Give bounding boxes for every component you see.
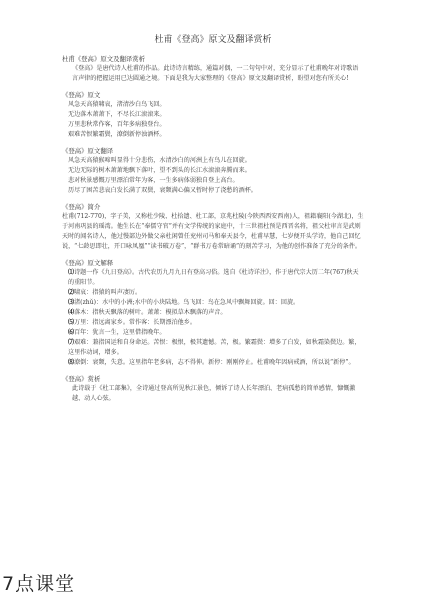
poem-line: 风急天高猿啸哀，渚清沙白鸟飞回。 xyxy=(68,101,166,108)
translation-line: 风急天高猿猴啼叫显得十分悲伤，水清沙白的河洲上有鸟儿在回旋。 xyxy=(68,157,251,164)
poem-line: 无边落木萧萧下，不尽长江滚滚来。 xyxy=(68,111,166,118)
appreciation-heading: 《登高》赏析 xyxy=(62,375,101,383)
intro-heading: 杜甫《登高》原文及翻译赏析 xyxy=(62,55,146,63)
author-paragraph: 杜甫(712-770)，字子美，又称杜少陵、杜拾遗、杜工部，京兆杜陵(今陕西西安西南)人，祖籍襄阳(今湖北)，生于河南巩县的瑶湾。他生长在“奉儒守官”并有文学传统的家庭中，十三世祖杜预是西晋名将，祖父杜审言是武则天时的闻名诗人，他过慢部边外做父亲杜闲曾任兖州司马和奉天县令，杜甫早慧，七岁便开头学诗，他自己回忆说，“七龄思即壮，开口咏凤凰”“读书破万卷”，“群书万卷常暗诵”的刻苦学习，为他的创作准备了充分的条件。 xyxy=(62,213,364,250)
note-number: ⑸ xyxy=(68,319,75,326)
intro-paragraph: 《登高》是唐代诗人杜甫的作品。此诗诗言精练，通篇对偶，一二句句中对，充分显示了杜甫晚年对诗歌语言声律的把握运用已达圆通之境。下面是我为大家整理的《登高》原文及翻译赏析，盼望对您有所关心! xyxy=(72,65,359,82)
note-text: 潦倒：衰颓，失意。这里指年老多病，志不得伸。新停：刚刚停止。杜甫晚年因病戒酒，所以说“新停”。 xyxy=(74,359,355,366)
translation-heading: 《登高》原文翻译 xyxy=(62,147,114,155)
document-title: 杜甫《登高》原文及翻译赏析 xyxy=(154,35,272,45)
translation-line: 历尽了困苦悲哀白发长满了双鬓，衰颓满心偏又暂时停了浇愁的酒杯。 xyxy=(68,187,257,194)
original-heading: 《登高》原文 xyxy=(62,91,101,99)
note-item xyxy=(62,318,364,328)
note-number: ⑵ xyxy=(68,289,75,296)
note-item xyxy=(62,308,364,318)
note-number: ⑹ xyxy=(68,329,75,336)
note-text: 啸哀：指猿的叫声凄厉。 xyxy=(74,289,142,296)
note-text: 渚(zhǔ)：水中的小洲;水中的小块陆地。鸟飞回：鸟在急风中飘舞回旋。回：回旋。 xyxy=(74,299,300,306)
note-text: 诗题一作《九日登高》。古代农历九月九日有登高习俗。选自《杜诗详注》，作于唐代宗大历二年(767)秋天的重阳节。 xyxy=(68,269,359,286)
note-item xyxy=(62,328,364,338)
note-number: ⑷ xyxy=(68,309,75,316)
poem-line: 万里悲秋常作客，百年多病独登台。 xyxy=(68,121,166,128)
notes-heading: 《登高》原文解释 xyxy=(62,259,114,267)
note-item xyxy=(62,338,364,358)
watermark-logo: 7点课堂 xyxy=(2,573,76,595)
note-text: 艰难：兼指国运和自身命运。苦恨：极恨，极其遗憾。苦，极。繁霜鬓：增多了白发，如秋霜染鬓边。繁，这里作动词，增多。 xyxy=(68,339,361,356)
note-number: ⑺ xyxy=(68,339,75,346)
note-item xyxy=(62,358,364,368)
note-number: ⑴ xyxy=(68,269,75,276)
note-item xyxy=(62,298,364,308)
note-text: 落木：指秋天飘落的树叶。萧萧：模拟草木飘落的声音。 xyxy=(74,309,227,316)
poem-line: 艰难苦恨繁霜鬓，潦倒新停浊酒杯。 xyxy=(68,131,166,138)
translation-line: 悲对秋景感慨万里漂泊常年为客，一生多病体弱独自登上高台。 xyxy=(68,177,239,184)
translation-line: 无边无际的树木萧萧地飘下落叶，望不到头的长江水滚滚奔腾而来。 xyxy=(68,167,251,174)
appreciation-paragraph: 此诗载于《杜工部集》，全诗通过登高所见秋江景色，倾诉了诗人长年漂泊、老病孤愁的简单感情，慷慨激越、动人心弦。 xyxy=(72,385,356,402)
note-text: 百年：犹言一生，这里借指晚年。 xyxy=(74,329,166,336)
note-text: 万里：指远离家乡。常作客：长期漂泊他乡。 xyxy=(74,319,196,326)
note-item xyxy=(62,288,364,298)
note-number: ⑶ xyxy=(68,299,75,306)
note-item xyxy=(62,268,364,288)
author-heading: 《登高》简介 xyxy=(62,203,101,211)
note-number: ⑻ xyxy=(68,359,75,366)
